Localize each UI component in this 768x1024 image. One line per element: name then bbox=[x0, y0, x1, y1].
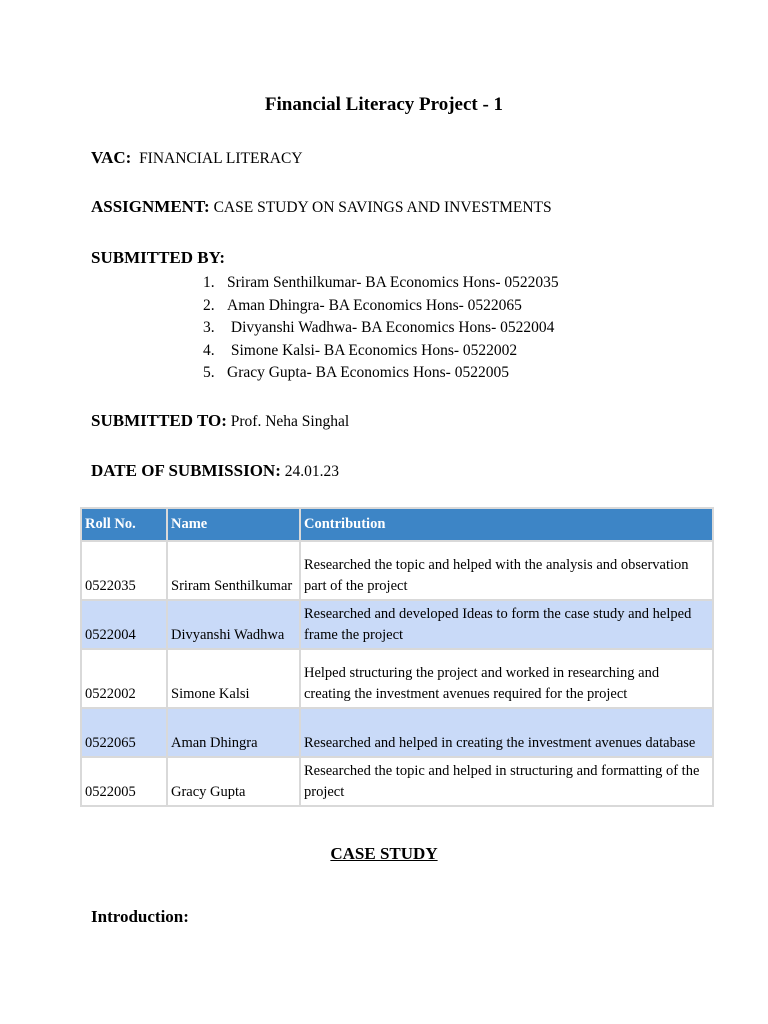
member-text: Sriram Senthilkumar- BA Economics Hons- 0522035 bbox=[227, 274, 559, 291]
cell-roll: 0522005 bbox=[82, 758, 166, 805]
date-value: 24.01.23 bbox=[284, 463, 339, 480]
table-header-row bbox=[82, 509, 712, 540]
cell-contribution: Researched the topic and helped in structuring and formatting of the project bbox=[301, 758, 712, 805]
submitted-by-heading bbox=[91, 248, 225, 268]
cell-name: Aman Dhingra bbox=[168, 709, 299, 756]
member-text: Divyanshi Wadhwa- BA Economics Hons- 0522004 bbox=[227, 319, 555, 336]
vac-label: VAC: bbox=[91, 148, 132, 167]
case-study-heading: CASE STUDY bbox=[330, 844, 438, 863]
header-roll-no: Roll No. bbox=[82, 509, 166, 540]
contribution-table bbox=[80, 507, 714, 807]
date-label: DATE OF SUBMISSION: bbox=[91, 461, 281, 480]
member-item bbox=[203, 362, 559, 385]
cell-name: Sriram Senthilkumar bbox=[168, 542, 299, 599]
cell-roll: 0522065 bbox=[82, 709, 166, 756]
member-number: 1. bbox=[203, 274, 215, 291]
table-row bbox=[82, 709, 712, 756]
vac-value: FINANCIAL LITERACY bbox=[139, 150, 303, 167]
member-item bbox=[203, 317, 559, 340]
cell-contribution: Helped structuring the project and worked in researching and creating the investment avenues required for the project bbox=[301, 650, 712, 707]
submitted-to-label: SUBMITTED TO: bbox=[91, 411, 227, 430]
table-row bbox=[82, 542, 712, 599]
cell-roll: 0522035 bbox=[82, 542, 166, 599]
page-title: Financial Literacy Project - 1 bbox=[264, 94, 504, 115]
submitted-to-line bbox=[91, 411, 349, 431]
cell-name: Divyanshi Wadhwa bbox=[168, 601, 299, 648]
table-row bbox=[82, 601, 712, 648]
date-line bbox=[91, 461, 339, 481]
assignment-label: ASSIGNMENT: bbox=[91, 197, 210, 216]
member-number: 4. bbox=[203, 341, 215, 359]
cell-roll: 0522004 bbox=[82, 601, 166, 648]
cell-contribution: Researched the topic and helped with the analysis and observation part of the project bbox=[301, 542, 712, 599]
assignment-line bbox=[91, 197, 552, 217]
introduction-heading: Introduction: bbox=[91, 907, 189, 926]
vac-line bbox=[91, 148, 303, 168]
cell-name: Simone Kalsi bbox=[168, 650, 299, 707]
assignment-value: CASE STUDY ON SAVINGS AND INVESTMENTS bbox=[213, 199, 552, 216]
submitted-by-label: SUBMITTED BY: bbox=[91, 248, 225, 267]
member-list bbox=[203, 272, 559, 385]
member-number: 5. bbox=[203, 364, 215, 381]
cell-roll: 0522002 bbox=[82, 650, 166, 707]
cell-contribution: Researched and developed Ideas to form the case study and helped frame the project bbox=[301, 601, 712, 648]
header-name: Name bbox=[168, 509, 299, 540]
member-number: 3. bbox=[203, 319, 215, 336]
member-item bbox=[203, 272, 559, 295]
member-text: Aman Dhingra- BA Economics Hons- 0522065 bbox=[227, 296, 522, 314]
submitted-to-value: Prof. Neha Singhal bbox=[230, 413, 350, 430]
member-text: Gracy Gupta- BA Economics Hons- 0522005 bbox=[227, 364, 509, 381]
cell-name: Gracy Gupta bbox=[168, 758, 299, 805]
table-row bbox=[82, 650, 712, 707]
member-item bbox=[203, 340, 559, 363]
header-contribution: Contribution bbox=[301, 509, 712, 540]
member-number: 2. bbox=[203, 296, 215, 314]
table-row bbox=[82, 758, 712, 805]
member-item bbox=[203, 295, 559, 318]
cell-contribution: Researched and helped in creating the investment avenues database bbox=[301, 709, 712, 756]
member-text: Simone Kalsi- BA Economics Hons- 0522002 bbox=[227, 341, 518, 359]
